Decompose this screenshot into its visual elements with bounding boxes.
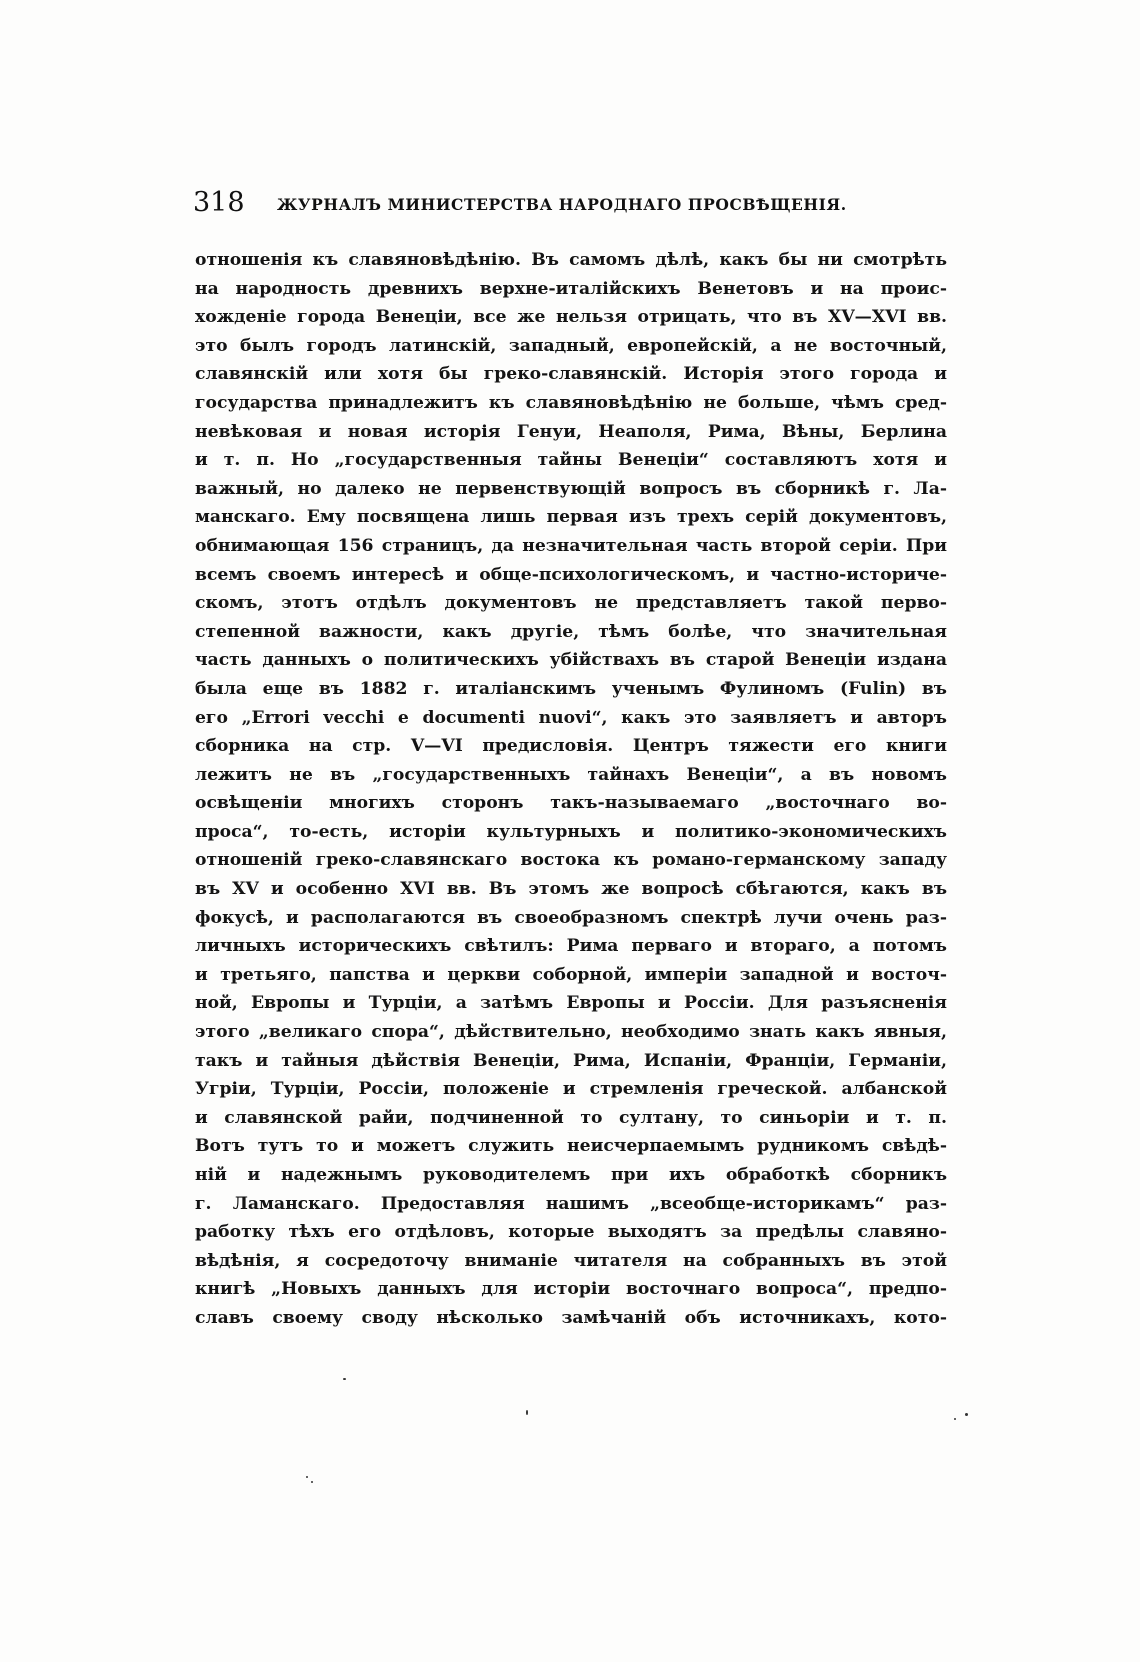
scan-speck: [343, 1378, 346, 1380]
text-line: личныхъ историческихъ свѣтилъ: Рима перваго и втораго, а потомъ: [195, 936, 947, 957]
text-line: проса“, то-есть, исторіи культурныхъ и политико-экономическихъ: [195, 821, 947, 842]
text-line: обнимающая 156 страницъ, да незначительная часть второй серіи. При: [195, 535, 947, 556]
text-line: часть данныхъ о политическихъ убійствахъ въ старой Венеціи издана: [195, 650, 947, 671]
text-line: это былъ городъ латинскій, западный, европейскій, а не восточный,: [195, 335, 947, 356]
scan-speck: [306, 1476, 308, 1478]
text-line: невѣковая и новая исторія Генуи, Неаполя, Рима, Вѣны, Берлина: [195, 421, 947, 442]
text-line: степенной важности, какъ другіе, тѣмъ болѣе, что значительная: [195, 621, 947, 642]
text-line: манскаго. Ему посвящена лишь первая изъ трехъ серій документовъ,: [195, 507, 947, 528]
text-line: этого „великаго спора“, дѣйствительно, необходимо знать какъ явныя,: [195, 1022, 947, 1043]
text-line: фокусѣ, и располагаются въ своеобразномъ спектрѣ лучи очень раз-: [195, 907, 947, 928]
text-line: Угріи, Турціи, Россіи, положеніе и стремленія греческой. албанской: [195, 1079, 947, 1100]
text-line: сборника на стр. V—VI предисловія. Центръ тяжести его книги: [195, 736, 947, 757]
text-line: славъ своему своду нѣсколько замѣчаній объ источникахъ, кото-: [195, 1307, 947, 1328]
text-line: освѣщеніи многихъ сторонъ такъ-называемаго „восточнаго во-: [195, 793, 947, 814]
text-line: важный, но далеко не первенствующій вопросъ въ сборникѣ г. Ла-: [195, 478, 947, 499]
text-line: его „Errori vecchi e documenti nuovi“, какъ это заявляетъ и авторъ: [195, 707, 947, 728]
scan-speck: [965, 1413, 968, 1416]
text-line: ной, Европы и Турціи, а затѣмъ Европы и Россіи. Для разъясненія: [195, 993, 947, 1014]
text-line: работку тѣхъ его отдѣловъ, которые выходятъ за предѣлы славяно-: [195, 1222, 947, 1243]
text-line: всемъ своемъ интересѣ и обще-психологическомъ, и частно-историче-: [195, 564, 947, 585]
page-header: [193, 188, 943, 220]
text-line: отношеній греко-славянскаго востока къ романо-германскому западу: [195, 850, 947, 871]
text-line: на народность древнихъ верхне-италійскихъ Венетовъ и на проис-: [195, 278, 947, 299]
text-line: ній и надежнымъ руководителемъ при ихъ обработкѣ сборникъ: [195, 1165, 947, 1185]
text-line: славянскій или хотя бы греко-славянскій. Исторія этого города и: [195, 364, 947, 385]
text-line: и третьяго, папства и церкви соборной, имперіи западной и восточ-: [195, 964, 947, 985]
scan-speck: [954, 1418, 956, 1420]
text-line: скомъ, этотъ отдѣлъ документовъ не представляетъ такой перво-: [195, 593, 947, 614]
scan-speck: [526, 1410, 528, 1415]
text-line: лежитъ не въ „государственныхъ тайнахъ Венеціи“, а въ новомъ: [195, 764, 947, 785]
text-line: книгѣ „Новыхъ данныхъ для исторіи восточнаго вопроса“, предпо-: [195, 1279, 947, 1300]
running-title: ЖУРНАЛЪ МИНИСТЕРСТВА НАРОДНАГО ПРОСВѢЩЕНІЯ.: [277, 195, 847, 214]
text-line: государства принадлежитъ къ славяновѣдѣнію не больше, чѣмъ сред-: [195, 392, 947, 413]
text-line: такъ и тайныя дѣйствія Венеціи, Рима, Испаніи, Франціи, Германіи,: [195, 1050, 947, 1071]
text-line: и т. п. Но „государственныя тайны Венеціи“ составляютъ хотя и: [195, 450, 947, 471]
text-line: вѣдѣнія, я сосредоточу вниманіе читателя на собранныхъ въ этой: [195, 1250, 947, 1271]
text-line: была еще въ 1882 г. италіанскимъ ученымъ Фулиномъ (Fulin) въ: [195, 678, 947, 699]
page-number: 318: [193, 187, 245, 218]
text-line: отношенія къ славяновѣдѣнію. Въ самомъ дѣлѣ, какъ бы ни смотрѣть: [195, 250, 947, 270]
body-text: [195, 246, 947, 1333]
text-line: Вотъ тутъ то и можетъ служить неисчерпаемымъ рудникомъ свѣдѣ-: [195, 1136, 947, 1157]
text-line: и славянской райи, подчиненной то султану, то синьоріи и т. п.: [195, 1107, 947, 1128]
text-line: въ XV и особенно XVI вв. Въ этомъ же вопросѣ сбѣгаются, какъ въ: [195, 879, 947, 900]
text-line: хожденіе города Венеціи, все же нельзя отрицать, что въ XV—XVI вв.: [195, 307, 947, 328]
text-line: г. Ламанскаго. Предоставляя нашимъ „всеобще-историкамъ“ раз-: [195, 1193, 947, 1214]
scan-speck: [311, 1481, 313, 1483]
